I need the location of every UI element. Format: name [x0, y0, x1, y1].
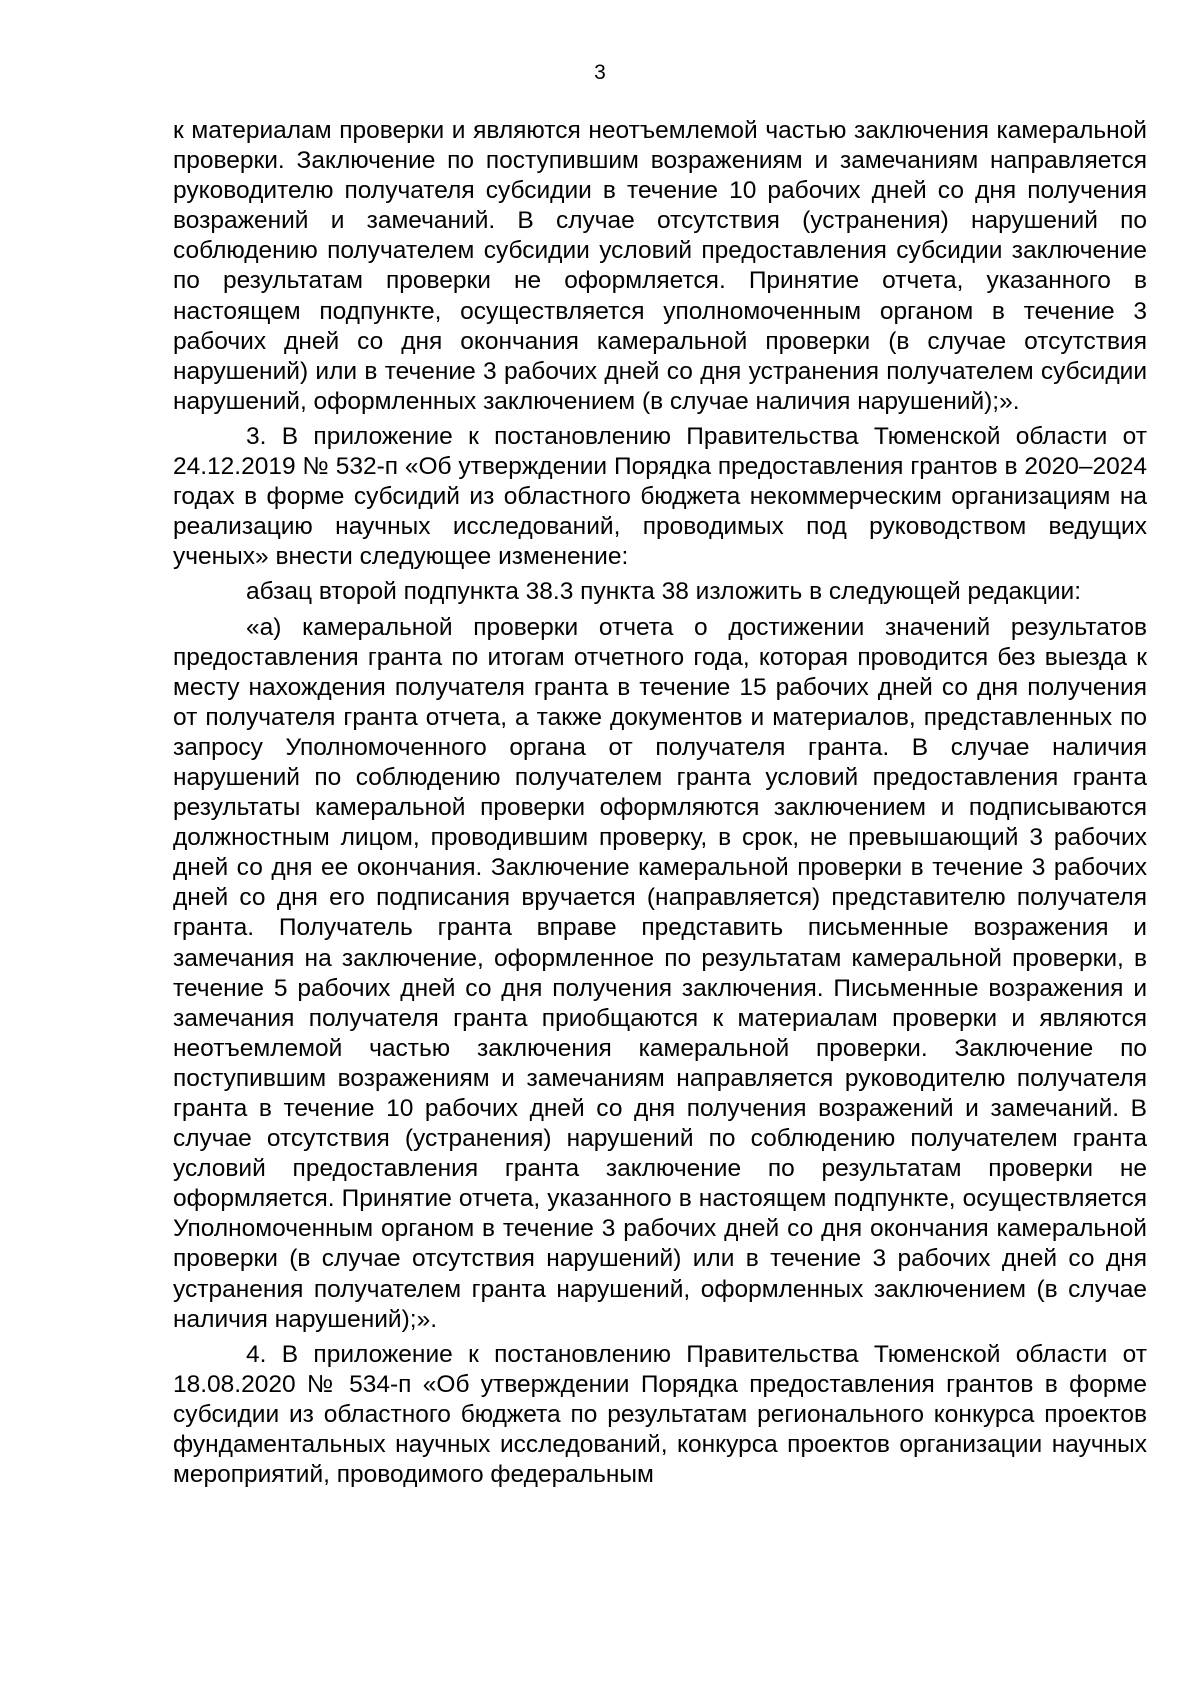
paragraph-item-4: 4. В приложение к постановлению Правительства Тюменской области от 18.08.2020 № 534-п «Об утверждении Порядка предоставления грантов в форме субсидии из областного бюджета по результатам регионального конкурса проектов фундаментальных научных исследований, конкурса проектов организации научных мероприятий, проводимого федеральным: [173, 1340, 1147, 1489]
paragraph-item-3: 3. В приложение к постановлению Правительства Тюменской области от 24.12.2019 № 532-п «Об утверждении Порядка предоставления грантов в 2020–2024 годах в форме субсидий из областного бюджета некоммерческим организациям на реализацию научных исследований, проводимых под руководством ведущих ученых» внести следующее изменение:: [173, 422, 1147, 571]
document-body: [173, 116, 1147, 1495]
paragraph-amendment-text: «а) камеральной проверки отчета о достижении значений результатов предоставления гранта по итогам отчетного года, которая проводится без выезда к месту нахождения получателя гранта в течение 15 рабочих дней со дня получения от получателя гранта отчета, а также документов и материалов, представленных по запросу Уполномоченного органа от получателя гранта. В случае наличия нарушений по соблюдению получателем гранта условий предоставления гранта результаты камеральной проверки оформляются заключением и подписываются должностным лицом, проводившим проверку, в срок, не превышающий 3 рабочих дней со дня ее окончания. Заключение камеральной проверки в течение 3 рабочих дней со дня его подписания вручается (направляется) представителю получателя гранта. Получатель гранта вправе представить письменные возражения и замечания на заключение, оформленное по результатам камеральной проверки, в течение 5 рабочих дней со дня получения заключения. Письменные возражения и замечания получателя гранта приобщаются к материалам проверки и являются неотъемлемой частью заключения камеральной проверки. Заключение по поступившим возражениям и замечаниям направляется руководителю получателя гранта в течение 10 рабочих дней со дня получения возражений и замечаний. В случае отсутствия (устранения) нарушений по соблюдению получателем гранта условий предоставления гранта заключение по результатам проверки не оформляется. Принятие отчета, указанного в настоящем подпункте, осуществляется Уполномоченным органом в течение 3 рабочих дней со дня окончания камеральной проверки (в случае отсутствия нарушений) или в течение 3 рабочих дней со дня устранения получателем гранта нарушений, оформленных заключением (в случае наличия нарушений);».: [173, 613, 1147, 1333]
paragraph-continuation: к материалам проверки и являются неотъемлемой частью заключения камеральной проверки. Заключение по поступившим возражениям и замечаниям направляется руководителю получателя субсидии в течение 10 рабочих дней со дня получения возражений и замечаний. В случае отсутствия (устранения) нарушений по соблюдению получателем субсидии условий предоставления субсидии заключение по результатам проверки не оформляется. Принятие отчета, указанного в настоящем подпункте, осуществляется уполномоченным органом в течение 3 рабочих дней со дня окончания камеральной проверки (в случае отсутствия нарушений) или в течение 3 рабочих дней со дня устранения получателем субсидии нарушений, оформленных заключением (в случае наличия нарушений);».: [173, 117, 1147, 415]
page-number: 3: [594, 61, 606, 84]
paragraph-amendment-instruction: абзац второй подпункта 38.3 пункта 38 изложить в следующей редакции:: [246, 578, 1082, 606]
